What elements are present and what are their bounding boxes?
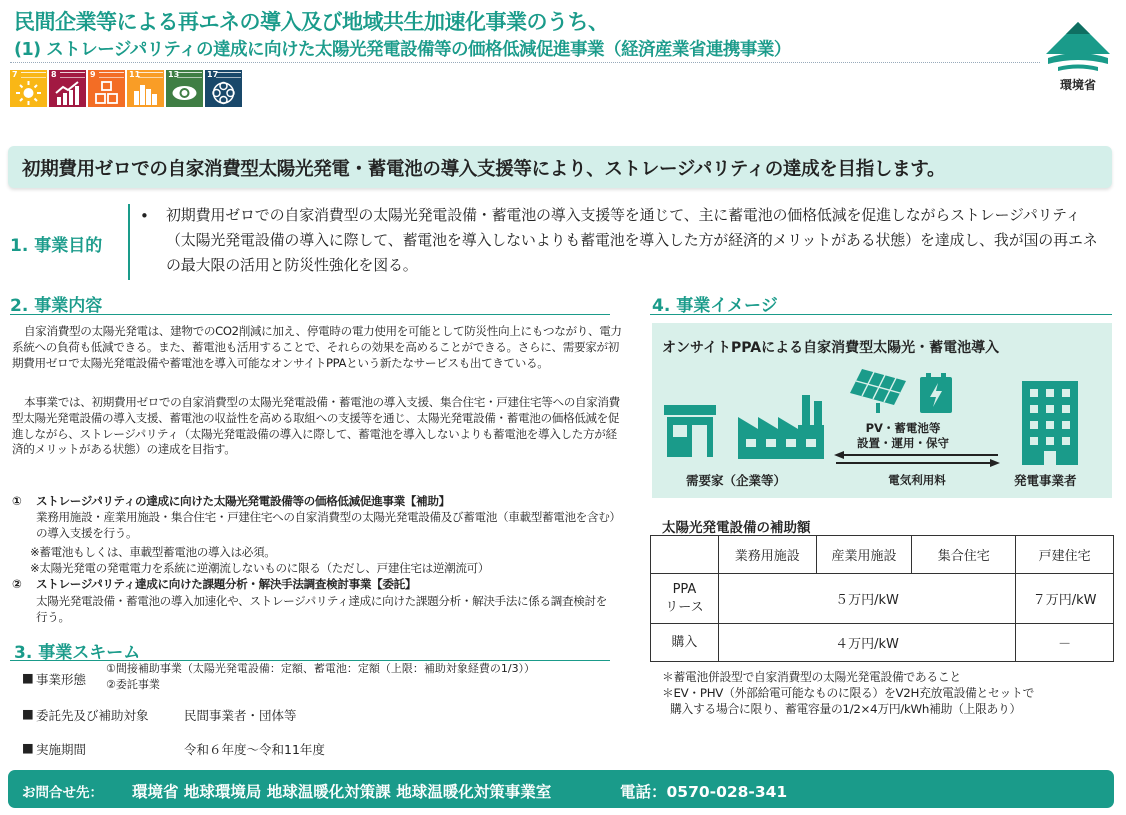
scheme-label-period: 実施期間 <box>36 742 87 757</box>
table-row <box>651 574 1114 624</box>
table-note-3: 購入する場合に限り、蓄電容量の1/2×4万円/kWh補助（上限あり） <box>670 702 1022 716</box>
headline-banner <box>8 146 1112 188</box>
table-header-cell: 産業用施設 <box>816 536 912 574</box>
factory-icon <box>736 395 826 459</box>
page-subtitle: (1) ストレージパリティの達成に向けた太陽光発電設備等の価格低減促進事業（経済産業省連携事業） <box>14 40 791 60</box>
table-header-row <box>651 536 1114 574</box>
section1-text: 初期費用ゼロでの自家消費型の太陽光発電設備・蓄電池の導入支援等を通じて、主に蓄電池の価格低減を促進しながらストレージパリティ（太陽光発電設備の導入に際して、蓄電池を導入しないよりも蓄電池を導入した方が経済的メリットがある状態）を達成し、我が国の再エネの最大限の活用と防災性強化を図る。 <box>166 206 1098 274</box>
section2-para2: 本事業では、初期費用ゼロでの自家消費型の太陽光発電設備・蓄電池の導入支援、集合住宅・戸建住宅等への自家消費型太陽光発電設備の導入支援、蓄電池の収益性を高める取組への支援等を通じ、太陽光発電設備・蓄電池の価格低減を促進しながら、ストレージパリティ（太陽光発電設備の導入に際して、蓄電池を導入しないよりも蓄電池を導入した方が経済的メリットがある状態）の達成を目指す。 <box>12 395 620 457</box>
sdg-13-icon: 13 <box>166 70 203 107</box>
table-note-2: ＊EV・PHV（外部給電可能なものに限る）をV2H充放電設備とセットで <box>662 686 1035 700</box>
detached-amount-cell: ７万円/kW <box>1016 574 1114 624</box>
section2-para1: 自家消費型の太陽光発電は、建物でのCO2削減に加え、停電時の電力使用を可能として防災性向上にもつながり、電力系統への負荷も低減できる。また、蓄電池も活用することで、それらの効果を高めることができる。さらに、需要家が初期費用ゼロで太陽光発電設備や蓄電池を導入可能なオンサイトPPAという新たなサービスも出てきている。 <box>12 324 622 370</box>
section1-heading: 1. 事業目的 <box>10 236 103 256</box>
item2-body: 太陽光発電設備・蓄電池の導入加速化や、ストレージパリティ達成に向けた課題分析・解決手法に係る調査検討を行う。 <box>36 594 607 624</box>
scheme-marker-2: ■ <box>22 706 34 721</box>
scheme-label-type: 事業形態 <box>36 672 87 687</box>
item1-body: 業務用施設・産業用施設・集合住宅・戸建住宅への自家消費型の太陽光発電設備及び蓄電池（車載型蓄電池を含む）の導入支援を行う。 <box>36 510 615 540</box>
contact-footer <box>8 770 1114 808</box>
table-header-cell: 戸建住宅 <box>1016 536 1114 574</box>
store-icon <box>662 403 718 459</box>
provider-label: 発電事業者 <box>1014 473 1077 488</box>
page-title: 民間企業等による再エネの導入及び地域共生加速化事業のうち、 <box>14 10 609 34</box>
section3-heading: 3. 事業スキーム <box>14 643 141 663</box>
title-divider <box>10 62 1040 63</box>
item1-heading: ストレージパリティの達成に向けた太陽光発電設備等の価格低減促進事業【補助】 <box>36 494 450 508</box>
office-building-icon <box>1018 381 1082 465</box>
environment-ministry-emblem-icon <box>1040 18 1116 74</box>
shared-amount-cell: ５万円/kW <box>718 574 1015 624</box>
fee-label: 電気利用料 <box>888 473 946 487</box>
scheme-label-target: 委託先及び補助対象 <box>36 708 149 723</box>
equipment-label-2: 設置・運用・保守 <box>857 436 949 450</box>
scheme-marker-3: ■ <box>22 740 34 755</box>
item1-note1: ※蓄電池もしくは、車載型蓄電池の導入は必須。 <box>30 545 276 559</box>
battery-icon <box>918 373 954 415</box>
table-header-cell: 集合住宅 <box>912 536 1016 574</box>
scheme-marker-1: ■ <box>22 670 34 685</box>
section4-rule <box>650 314 1112 315</box>
item1-number: ① <box>12 494 22 508</box>
sdg-7-icon: 7 <box>10 70 47 107</box>
section3-rule <box>10 660 610 661</box>
contact-department: 環境省 地球環境局 地球温暖化対策課 地球温暖化対策事業室 <box>132 783 552 801</box>
sdg-8-icon: 8 <box>49 70 86 107</box>
diagram-title: オンサイトPPAによる自家消費型太陽光・蓄電池導入 <box>662 340 1000 356</box>
scheme-value-target: 民間事業者・団体等 <box>184 708 297 723</box>
scheme-value-period: 令和６年度～令和11年度 <box>184 742 325 757</box>
table-note-1: ＊蓄電池併設型で自家消費型の太陽光発電設備であること <box>662 670 961 684</box>
section2-rule <box>10 314 610 315</box>
table-row <box>651 624 1114 662</box>
section2-heading: 2. 事業内容 <box>10 296 103 316</box>
table-header-cell: 業務用施設 <box>718 536 816 574</box>
subsidy-table <box>650 535 1114 662</box>
row-label-purchase: 購入 <box>651 624 719 662</box>
item2-number: ② <box>12 577 22 591</box>
contact-label: お問合せ先： <box>22 785 103 801</box>
item2-heading: ストレージパリティ達成に向けた課題分析・解決手法調査検討事業【委託】 <box>36 577 417 591</box>
ministry-name: 環境省 <box>1059 78 1096 92</box>
detached-amount-cell: － <box>1016 624 1114 662</box>
consumer-label: 需要家（企業等） <box>686 473 787 488</box>
row-label-ppa: PPA リース <box>651 574 719 624</box>
business-image-diagram <box>652 323 1112 498</box>
sdg-11-icon: 11 <box>127 70 164 107</box>
section4-heading: 4. 事業イメージ <box>652 296 778 316</box>
item1-note2: ※太陽光発電の発電電力を系統に逆潮流しないものに限る（ただし、戸建住宅は逆潮流可） <box>30 561 490 575</box>
table-header-cell <box>651 536 719 574</box>
banner-text: 初期費用ゼロでの自家消費型太陽光発電・蓄電池の導入支援等により、ストレージパリティの達成を目指します。 <box>22 159 946 180</box>
contact-phone: 電話：0570-028-341 <box>620 783 788 801</box>
section1-bullet: • <box>140 207 149 225</box>
section1-divider <box>128 204 130 280</box>
scheme-value-type-1: ①間接補助事業（太陽光発電設備：定額、蓄電池：定額（上限：補助対象経費の1/3）） <box>106 662 536 675</box>
equipment-label-1: PV・蓄電池等 <box>865 421 941 435</box>
ministry-logo <box>1040 18 1116 98</box>
sdg-17-icon: 17 <box>205 70 242 107</box>
sdg-icons <box>10 70 242 107</box>
service-flow-arrows <box>832 451 1002 467</box>
solar-panel-icon <box>848 367 908 415</box>
sdg-9-icon: 9 <box>88 70 125 107</box>
shared-amount-cell: ４万円/kW <box>718 624 1015 662</box>
subsidy-title: 太陽光発電設備の補助額 <box>662 520 811 536</box>
scheme-value-type-2: ②委託事業 <box>106 678 160 691</box>
